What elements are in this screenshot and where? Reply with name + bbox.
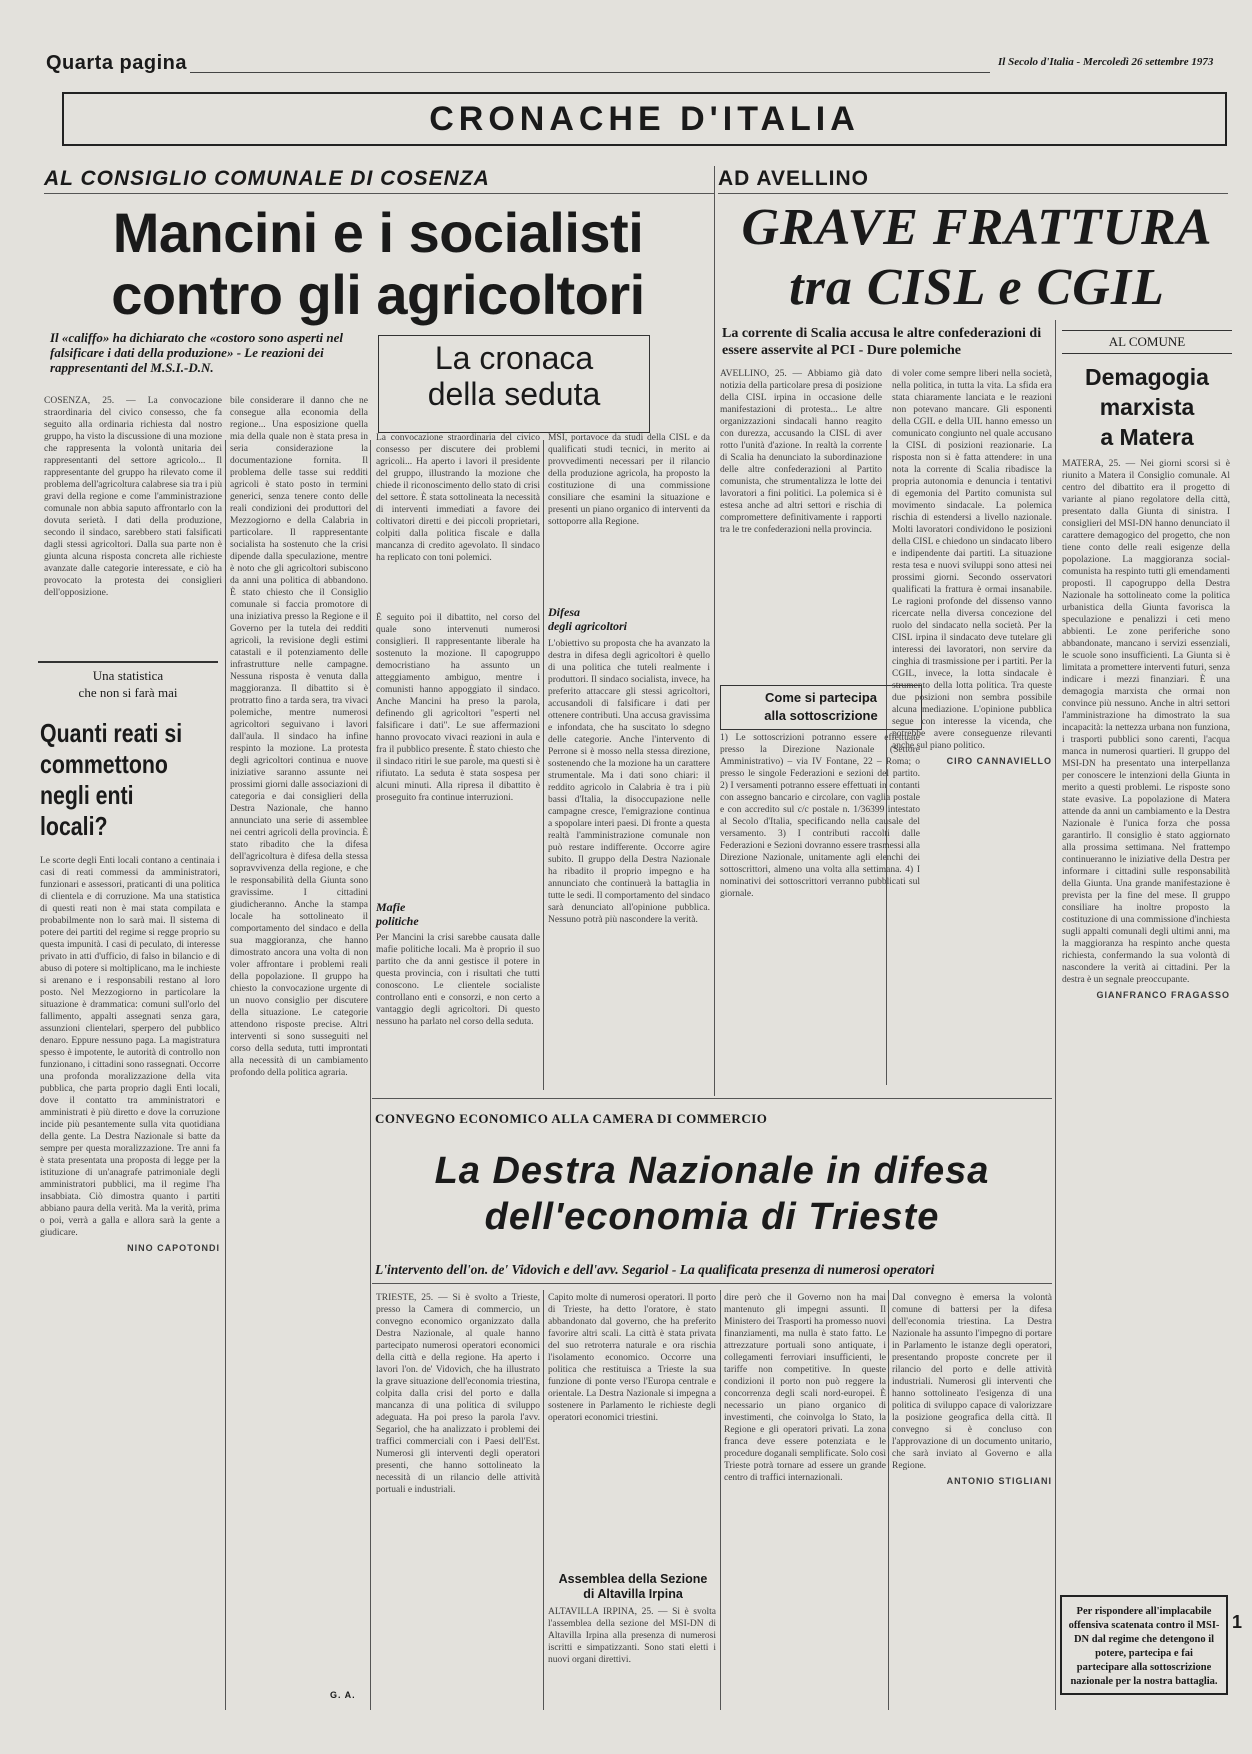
comune-article: MATERA, 25. — Nei giorni scorsi si è riunito a Matera il Consiglio comunale. Al centro del dibattito era il progetto di variante al piano regolatore della città, presentato dalla Giunta di sinistra. I consiglieri del MSI-DN hanno denunciato il carattere demagogico del progetto, che non tiene conto delle reali esigenze della popolazione. La maggioranza social-comunista ha respinto tutti gli emendamenti proposti. Il capogruppo della Destra Nazionale ha sottolineato come la politica urbanistica della Giunta favorisca la speculazione e penalizzi i ceti meno abbienti. Le zone periferiche sono abbandonate, mancano i servizi essenziali, le scuole sono insufficienti. La Giunta si è limitata a promettere interventi futuri, senza indicare i mezzi finanziari. È una demagogia marxista che ormai non convince più nessuno. Anche in altri settori l'amministrazione ha dimostrato la sua incapacità: la nettezza urbana non funziona, i trasporti pubblici sono carenti, l'acqua manca in numerosi quartieri. Il gruppo del MSI-DN ha presentato una interpellanza per conoscere le intenzioni della Giunta in merito a questi problemi. Le risposte sono state evasive. La popolazione di Matera attende da anni un cambiamento e la Destra Nazionale è l'unica forza che possa garantirlo. Il consiglio è stato aggiornato alla prossima settimana. Nel frattempo continueranno le iniziative della Destra per informare i cittadini sulle responsabilità della Giunta. Una grande manifestazione è prevista per la fine del mese. Il gruppo consiliare ha inoltre proposto la costituzione di una commissione d'inchiesta sugli appalti comunali degli ultimi anni, ma la maggioranza ha respinto anche questa richiesta, confermando la sua volontà di nascondere la verità ai cittadini. Per la destra è un segnale preoccupante. GIANFRANCO FRAGASSO xyxy=(1062,459,1230,1000)
trieste-col3: dire però che il Governo non ha mai mantenuto gli impegni assunti. Il Ministero dei Trasporti ha promesso nuovi finanziamenti, ma nulla è stato fatto. Le attrezzature portuali sono antiquate, i collegamenti ferroviari insufficienti, le tariffe non competitive. In queste condizioni il porto non può reggere la concorrenza degli scali nord-europei. È necessario un piano organico di investimenti, che coinvolga lo Stato, la Regione e gli operatori privati. La zona franca deve essere potenziata e le procedure doganali semplificate. Solo così Trieste potrà tornare ad essere un grande centro di traffici internazionali. xyxy=(724,1293,886,1483)
header-rule xyxy=(190,72,990,73)
paper-date: Il Secolo d'Italia - Mercoledì 26 settembre 1973 xyxy=(998,56,1214,68)
left-headline: Mancini e i socialisti contro gli agricoltori xyxy=(111,201,645,326)
rule xyxy=(44,193,714,194)
cronaca-box: La cronaca della seduta xyxy=(378,335,650,433)
trieste-author: ANTONIO STIGLIANI xyxy=(946,1476,1052,1486)
trieste-kicker: CONVEGNO ECONOMICO ALLA CAMERA DI COMMERCIO xyxy=(375,1111,768,1126)
right-article-col2: di voler come sempre liberi nella società, nella politica, in tutta la vita. La sfida era stata chiaramente lanciata e le reazioni non potevano mancare. Gli esponenti della CGIL e della UIL hanno emesso un comunicato congiunto nel quale accusano la CISL di posizioni reazionarie. La risposta non si è fatta attendere: in una nota la corrente di Scalia ribadisce la propria autonomia e denuncia i tentativi di egemonia del Partito comunista sul movimento sindacale. La polemica rischia di estendersi a livello nazionale. Molti lavoratori condividono le posizioni della CISL e chiedono un sindacato libero e indipendente dai partiti. La situazione resta tesa e nuovi sviluppi sono attesi nei prossimi giorni. Secondo osservatori qualificati la frattura è ormai insanabile. Le ragioni profonde del dissenso vanno ricercate nella diversa concezione del ruolo del sindacato nella società. Per la CISL irpina il sindacato deve tutelare gli interessi dei lavoratori, non servire da cinghia di trasmissione per i partiti. Per la CGIL, invece, la lotta sindacale è strumento della lotta politica. Tra queste due posizioni non sembra possibile alcuna mediazione. L'opinione pubblica segue con interesse la vicenda, che potrebbe avere conseguenze rilevanti anche sul piano politico. CIRO CANNAVIELLO xyxy=(892,369,1052,766)
column-rule xyxy=(888,1290,889,1710)
rule xyxy=(718,193,1228,194)
column-rule xyxy=(543,1290,544,1710)
cronaca-body-5: L'obiettivo su proposta che ha avanzato la destra in difesa degli agricoltori è quello di una politica che tuteli realmente i produttori. Il sindaco socialista, invece, ha preferito attaccare gli stessi agricoltori, accusandoli di falsificare i dati per ottenere contributi. Una accusa gravissima e infondata, che ha suscitato lo sdegno delle categorie. Anche l'intervento di Perrone si è mosso nella stessa direzione, sostenendo che la mozione ha un carattere strumentale. Ma i dati sono chiari: il reddito agricolo in Calabria è tra i più bassi d'Italia, la disoccupazione nelle campagne cresce, l'emigrazione continua a spopolare interi paesi. Di fronte a questa realtà l'amministrazione comunale non può restare indifferente. Occorre agire subito. Il gruppo della Destra Nazionale ha ribadito il proprio impegno e ha annunciato che continuerà la battaglia in tutte le sedi. Il comportamento del sindaco sarà denunciato all'opinione pubblica. Nessuno potrà più nascondere la verità. xyxy=(548,639,710,925)
column-rule xyxy=(225,440,226,1710)
trieste-col4: Dal convegno è emersa la volontà comune di battersi per la difesa dell'economia triestina. La Destra Nazionale ha assunto l'impegno di portare in Parlamento le istanze degli operatori, presentando proposte concrete per il rilancio del porto e delle attività industriali. Numerosi gli interventi che hanno sottolineato l'esigenza di una politica di sviluppo capace di valorizzare la posizione geografica della città. Il convegno si è concluso con l'approvazione di un documento unitario, che sarà inviato al Governo e alla Regione. ANTONIO STIGLIANI xyxy=(892,1293,1052,1486)
section-title: Quarta pagina xyxy=(46,52,187,74)
left-kicker: AL CONSIGLIO COMUNALE DI COSENZA xyxy=(44,167,490,190)
left-subhead: Il «califfo» ha dichiarato che «costoro sono asperti nel falsificare i dati della produzione» - Le reazioni dei rappresentanti del M.S.I.-D.N. xyxy=(50,330,343,375)
rule xyxy=(372,1283,1052,1284)
sottoscrizione-body: 1) Le sottoscrizioni potranno essere effettuate presso la Direzione Nazionale (Settore Amministrativo) – via IV Fontane, 22 – Roma; o presso le singole Federazioni e sezioni del partito. 2) I versamenti potranno essere effettuati in contanti con assegno bancario e circolare, con vaglia postale e con accredito sul c/c postale n. 1/36399 intestato al Secolo d'Italia, specificando nella causale del versamento. 3) I contributi raccolti dalle Federazioni e Sezioni dovranno essere trasmessi alla Direzione Nazionale, unitamente agli elenchi dei sottoscrittori, almeno una volta alla settimana. 4) I nominativi dei sottoscrittori verranno pubblicati sul giornale. xyxy=(720,733,920,899)
right-kicker: AD AVELLINO xyxy=(718,167,869,190)
right-headline: GRAVE FRATTURA tra CISL e CGIL xyxy=(741,199,1213,316)
cronaca-body-3: Per Mancini la crisi sarebbe causata dalle mafie politiche locali. Ma è proprio il suo partito che da anni gestisce il potere in questa provincia, con i risultati che tutti conoscono. Le clientele socialiste controllano enti e consorzi, e non certo a vantaggio degli agricoltori. Di questo nessuno ha parlato nel corso della seduta. xyxy=(376,933,540,1027)
rule xyxy=(372,1098,1052,1099)
assembly-body: ALTAVILLA IRPINA, 25. — Si è svolta l'assemblea della sezione del MSI-DN di Altavilla Irpina alla presenza di numerosi iscritti e simpatizzanti. Sono stati eletti i nuovi organi direttivi. xyxy=(548,1607,716,1665)
stat-article: Le scorte degli Enti locali contano a centinaia i casi di reati commessi da amministratori, funzionari e assessori, praticanti di una politica di clientela e di corruzione. Ma una statistica di questi reati non è mai stata compilata e probabilmente non lo sarà mai. Il sistema di potere dei partiti del regime si regge proprio su questa impunità. I casi di peculato, di interesse privato in atti d'ufficio, di falso in bilancio e di abuso di potere si moltiplicano, ma le inchieste si arenano e i responsabili restano al loro posto. Nel Mezzogiorno in particolare la situazione è drammatica: comuni sull'orlo del fallimento, appalti assegnati senza gara, assunzioni clientelari, sperpero del pubblico denaro. Eppure nessuno paga. La magistratura spesso è impotente, le autorità di controllo non funzionano, i cittadini sono rassegnati. Occorre una profonda moralizzazione della vita pubblica, che parta proprio dagli Enti locali, dove il contatto tra amministratori e amministrati è più diretto e dove la corruzione incide più pesantemente sulla vita quotidiana della gente. La Destra Nazionale si batte da sempre per questa moralizzazione. Tre anni fa è stata presentata una proposta di legge per la istituzione di un'anagrafe patrimoniale degli amministratori pubblici, ma il regime l'ha insabbiata. Ciò dimostra quanto i partiti abbiano paura della verità. Ma la verità, prima o poi, verrà a galla e allora sarà la gente a giudicare. NINO CAPOTONDI xyxy=(40,856,220,1253)
cronaca-body-4: MSI, portavoce da studi della CISL e da qualificati studi tecnici, in merito ai provvedimenti necessari per il rilancio della produzione agricola, ha proposto la costituzione di una commissione consiliare che esamini la situazione e presenti un piano organico di interventi da sottoporre alla Regione. xyxy=(548,433,710,527)
comune-headline: Demagogia marxista a Matera xyxy=(1085,364,1209,450)
mafie-subhead: Mafie politiche xyxy=(376,900,419,928)
masthead: CRONACHE D'ITALIA xyxy=(62,92,1227,146)
page-marker: 1 xyxy=(1232,1612,1243,1632)
right-article-col1: AVELLINO, 25. — Abbiamo già dato notizia della particolare presa di posizione della CISL irpina in occasione delle manifestazioni di protesta... Le altre organizzazioni sindacali hanno reagito con durezza, accusando la CISL di aver rotto l'unità d'azione. In realtà la corrente di Scalia ha denunciato la subordinazione delle altre confederazioni al Partito comunista, che strumentalizza le lotte dei lavoratori a fini politici. La polemica si è estesa anche ad altri settori e rischia di compromettere definitivamente i rapporti tra le tre confederazioni nella provincia. xyxy=(720,369,882,535)
trieste-col2: Capito molte di numerosi operatori. Il porto di Trieste, ha detto l'oratore, è stato abbandonato dal governo, che ha preferito favorire altri scali. La città è stata privata del suo retroterra naturale e ora rischia l'isolamento economico. Occorre una politica che restituisca a Trieste la sua funzione di ponte verso l'Europa centrale e orientale. La Destra Nazionale si impegna a sostenere in Parlamento le richieste degli operatori economici triestini. xyxy=(548,1293,716,1423)
column-rule xyxy=(714,166,715,1096)
cronaca-body-1: La convocazione straordinaria del civico consesso per discutere dei problemi agricoli... Ha aperto i lavori il presidente del gruppo, illustrando la mozione che chiede il riconoscimento dello stato di crisi del settore. È stata sottolineata la necessità di interventi immediati a favore dei coltivatori diretti e dei piccoli proprietari, colpiti dalla politica fiscale e dalla mancanza di credito agevolato. Il sindaco ha replicato con toni polemici. xyxy=(376,433,540,563)
stat-box-label: Una statistica che non si farà mai xyxy=(38,661,218,709)
right-author: CIRO CANNAVIELLO xyxy=(946,756,1052,766)
difesa-subhead: Difesa degli agricoltori xyxy=(548,605,627,633)
column-rule xyxy=(720,1290,721,1710)
right-subhead: La corrente di Scalia accusa le altre confederazioni di essere asservite al PCI - Dure polemiche xyxy=(722,326,1042,358)
comune-label: AL COMUNE xyxy=(1062,330,1232,354)
trieste-subhead: L'intervento dell'on. de' Vidovich e dell'avv. Segariol - La qualificata presenza di numerosi operatori xyxy=(375,1262,935,1277)
trieste-headline: La Destra Nazionale in difesa dell'economia di Trieste xyxy=(434,1150,990,1238)
stat-headline: Quanti reati si commettono negli enti locali? xyxy=(40,718,183,841)
column-rule xyxy=(1055,320,1056,1710)
comune-author: GIANFRANCO FRAGASSO xyxy=(1096,990,1230,1000)
sottoscrizione-box: Come si partecipa alla sottoscrizione xyxy=(720,685,922,730)
left-author: NINO CAPOTONDI xyxy=(127,1243,220,1253)
column-rule xyxy=(370,440,371,1710)
cronaca-body-2: È seguito poi il dibattito, nel corso del quale sono intervenuti numerosi consiglieri. Il rappresentante liberale ha sostenuto la mozione. Il capogruppo democristiano ha assunto un atteggiamento ambiguo, mentre i comunisti hanno appoggiato il sindaco. Anche Mancini ha preso la parola, definendo gli agricoltori "esperti nel falsificare i dati". Le sue affermazioni hanno provocato vivaci reazioni in aula e fra il pubblico presente. È stato chiesto che il sindaco ritiri le sue parole, ma questi si è rifiutato. La seduta è stata sospesa per alcuni minuti. Alla ripresa il dibattito è proseguito fra continue interruzioni. xyxy=(376,613,540,803)
left-article-col1: COSENZA, 25. — La convocazione straordinaria del civico consesso, che fa seguito alla ordinaria richiesta dal nostro gruppo, ha visto la discussione di una mozione che rappresenta la volontà unitaria dei rappresentanti del settore agricolo... Il rappresentante del gruppo ha rilevato come il problema dell'agricoltura calabrese sia tra i più gravi della regione e come l'amministrazione comunale non abbia saputo affrontarlo con la dovuta serietà. I dati della produzione, secondo il sindaco, sarebbero stati falsificati dagli stessi agricoltori. Dalla sua parte non è giunta alcuna risposta concreta alle richieste avanzate dalle categorie interessate, e ciò ha provocato la protesta dei consiglieri dell'opposizione. xyxy=(44,396,222,598)
assembly-title: Assemblea della Sezione di Altavilla Irpina xyxy=(558,1572,708,1601)
column-rule xyxy=(543,440,544,1090)
left-article-col2: bile considerare il danno che ne consegue alla economia della regione... Una esposizione quella mia della quale non è stata presa in seria considerazione la documentazione fornita. Il problema delle tasse sui redditi agricoli è stato posto in termini generici, senza tenere conto delle reali condizioni dei produttori del Mezzogiorno e della Calabria in particolare. Il rappresentante socialista ha sostenuto che la crisi dipende dalla speculazione, mentre è noto che gli agricoltori subiscono da anni una politica di abbandono. È stato chiesto che il Consiglio comunale si faccia promotore di una iniziativa presso la Regione e il Governo per la tutela dei redditi agricoli, la revisione degli estimi catastali e il potenziamento delle infrastrutture nelle campagne. Nessuna risposta è venuta dalla maggioranza. Il dibattito si è protratto fino a tarda sera, tra vivaci polemiche, mentre numerosi agricoltori seguivano i lavori dall'aula. Il sindaco ha infine respinto la mozione. La protesta degli agricoltori continua e nuove iniziative saranno assunte nei prossimi giorni dalle associazioni di categoria e dai consiglieri della Destra Nazionale, che hanno annunciato una serie di assemblee nei centri agricoli della provincia. È stato ribadito che la difesa dell'agricoltura è difesa della stessa sopravvivenza della regione, e che le responsabilità della Giunta sono gravissime. I cittadini giudicheranno. Anche la stampa locale ha sottolineato il comportamento del sindaco e della sua maggioranza, che hanno dimostrato ancora una volta di non voler affrontare i problemi reali della popolazione. Il gruppo ha chiesto la convocazione urgente di un nuovo consiglio per discutere della situazione. Le categorie attendono risposte precise. Altri interventi si sono susseguiti nel corso della seduta, tutti improntati alla necessità di un cambiamento profondo della politica agraria. xyxy=(230,396,368,1078)
sign-ga: G. A. xyxy=(330,1690,356,1700)
trieste-col1: TRIESTE, 25. — Si è svolto a Trieste, presso la Camera di commercio, un convegno economico organizzato dalla Destra Nazionale, al quale hanno partecipato numerosi operatori economici della città e della regione. Ha aperto i lavori l'on. de' Vidovich, che ha illustrato la grave situazione dell'economia triestina, colpita dalla crisi del porto e dalla mancanza di una politica di sviluppo adeguata. Ha poi preso la parola l'avv. Segariol, che ha analizzato i problemi dei traffici commerciali con i Paesi dell'Est. Numerosi gli interventi degli operatori presenti, che hanno sottolineato la necessità di un rilancio delle attività portuali e industriali. xyxy=(376,1293,540,1495)
appeal-box: Per rispondere all'implacabile offensiva scatenata contro il MSI-DN dal regime che detengono il potere, partecipa e fai partecipare alla sottoscrizione nazionale per la nostra battaglia. xyxy=(1060,1595,1228,1695)
